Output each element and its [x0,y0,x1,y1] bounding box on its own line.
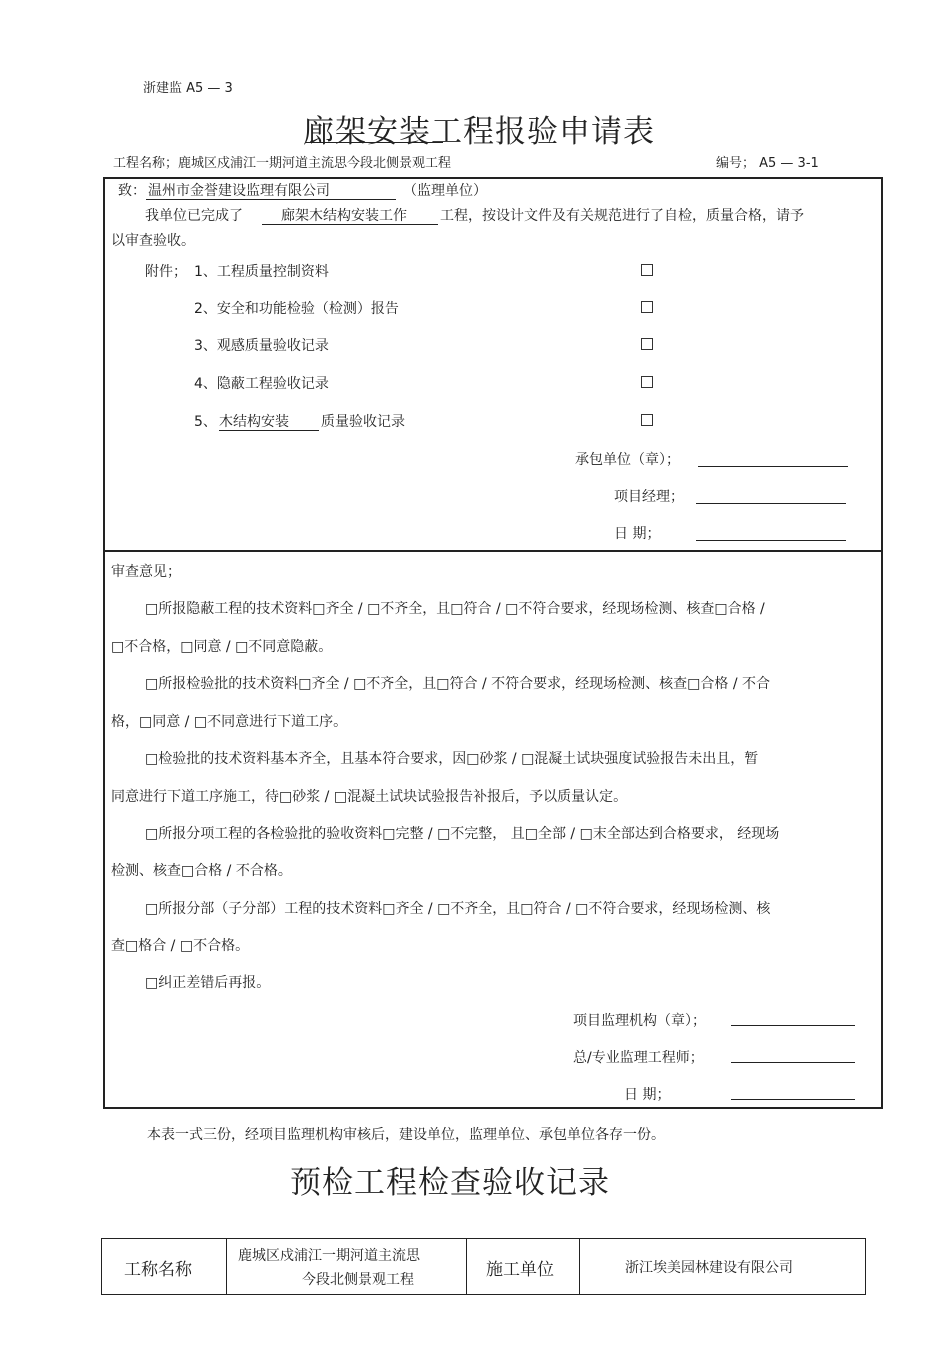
review-line: □所报分部（子分部）工程的技术资料□齐全 / □不齐全，且□符合 / □不符合要求，经现场检测、核 [145,901,771,917]
attachment-checkbox[interactable] [641,414,653,426]
completed-line2: 以审查验收。 [111,233,195,249]
form-number: 编号； A5 — 3-1 [716,156,819,171]
manager-signature-line[interactable] [696,503,846,504]
table-divider [466,1238,467,1295]
project-name-label: 工程名称；鹿城区戍浦江一期河道主流思今段北侧景观工程 [113,156,452,171]
attachments-label: 附件； [145,264,187,280]
date-line[interactable] [696,540,846,541]
attachment-item: 4、隐蔽工程验收记录 [194,376,329,392]
review-line: □所报检验批的技术资料□齐全 / □不齐全，且□符合 / 不符合要求，经现场检测、核查□合格 / 不合 [145,676,770,692]
review-line: 检测、核查□合格 / 不合格。 [111,863,292,879]
project-name-line1: 鹿城区戍浦江一期河道主流思 [238,1248,420,1264]
review-date-line[interactable] [731,1099,855,1100]
review-line: □纠正差错后再报。 [145,975,271,991]
record-title: 预检工程检查验收记录 [290,1165,610,1201]
section-divider [103,550,883,552]
completed-prefix: 我单位已完成了 [145,208,243,224]
company-underline [146,199,396,200]
attachment-checkbox[interactable] [641,376,653,388]
completed-work: 廊架木结构安装工作 [281,208,407,224]
col-contractor-label: 施工单位 [486,1260,554,1280]
attachment5-underline [219,430,319,431]
contractor-name: 浙江埃美园林建设有限公司 [625,1260,793,1276]
review-line: □不合格，□同意 / □不同意隐蔽。 [111,639,333,655]
table-divider [579,1238,580,1295]
attachment-checkbox[interactable] [641,301,653,313]
contractor-signature-line[interactable] [698,466,848,467]
engineer-signature-line[interactable] [731,1062,855,1063]
attachment-checkbox[interactable] [641,264,653,276]
work-underline [262,224,438,225]
supervision-company: 温州市金誉建设监理有限公司 [148,183,330,199]
date-label: 日 期； [614,526,661,542]
attachment5-prefix: 5、 [194,414,217,430]
attachment-checkbox[interactable] [641,338,653,350]
attachment-item: 1、工程质量控制资料 [194,264,329,280]
completed-suffix: 工程，按设计文件及有关规范进行了自检，质量合格，请予 [440,208,804,224]
to-prefix: 致： [118,183,146,199]
col-project-label: 工称名称 [124,1260,192,1280]
attachment5-fill: 木结构安装 [219,414,289,430]
review-line: □所报分项工程的各检验批的验收资料□完整 / □不完整， 且□全部 / □末全部达到合格要求， 经现场 [145,826,780,842]
title-underline [305,142,443,143]
table-divider [226,1238,227,1295]
attachment5-suffix: 质量验收记录 [321,414,405,430]
contractor-seal-label: 承包单位（章）； [575,452,680,468]
attachment-item: 2、安全和功能检验（检测）报告 [194,301,399,317]
footnote: 本表一式三份，经项目监理机构审核后，建设单位，监理单位、承包单位各存一份。 [147,1127,665,1143]
supervision-unit-label: （监理单位） [403,183,487,199]
review-line: 查□格合 / □不合格。 [111,938,250,954]
supervision-org-line[interactable] [731,1025,855,1026]
form-title: 廊架安装工程报验申请表 [303,114,655,150]
project-manager-label: 项目经理； [614,489,684,505]
review-line: 同意进行下道工序施工，待□砂浆 / □混凝土试块试验报告补报后，予以质量认定。 [111,789,628,805]
attachment-item: 3、观感质量验收记录 [194,338,329,354]
engineer-label: 总/专业监理工程师； [573,1050,704,1066]
review-line: □检验批的技术资料基本齐全，且基本符合要求，因□砂浆 / □混凝土试块强度试验报告未出且，暂 [145,751,759,767]
review-line: 格，□同意 / □不同意进行下道工序。 [111,714,348,730]
project-name-line2: 今段北侧景观工程 [302,1272,414,1288]
review-line: □所报隐蔽工程的技术资料□齐全 / □不齐全，且□符合 / □不符合要求，经现场检测、核查□合格 / [145,601,765,617]
doc-code: 浙建监 A5 — 3 [143,81,233,96]
review-label: 审查意见； [111,564,181,580]
review-date-label: 日 期； [624,1087,671,1103]
supervision-org-label: 项目监理机构（章）； [573,1013,706,1029]
